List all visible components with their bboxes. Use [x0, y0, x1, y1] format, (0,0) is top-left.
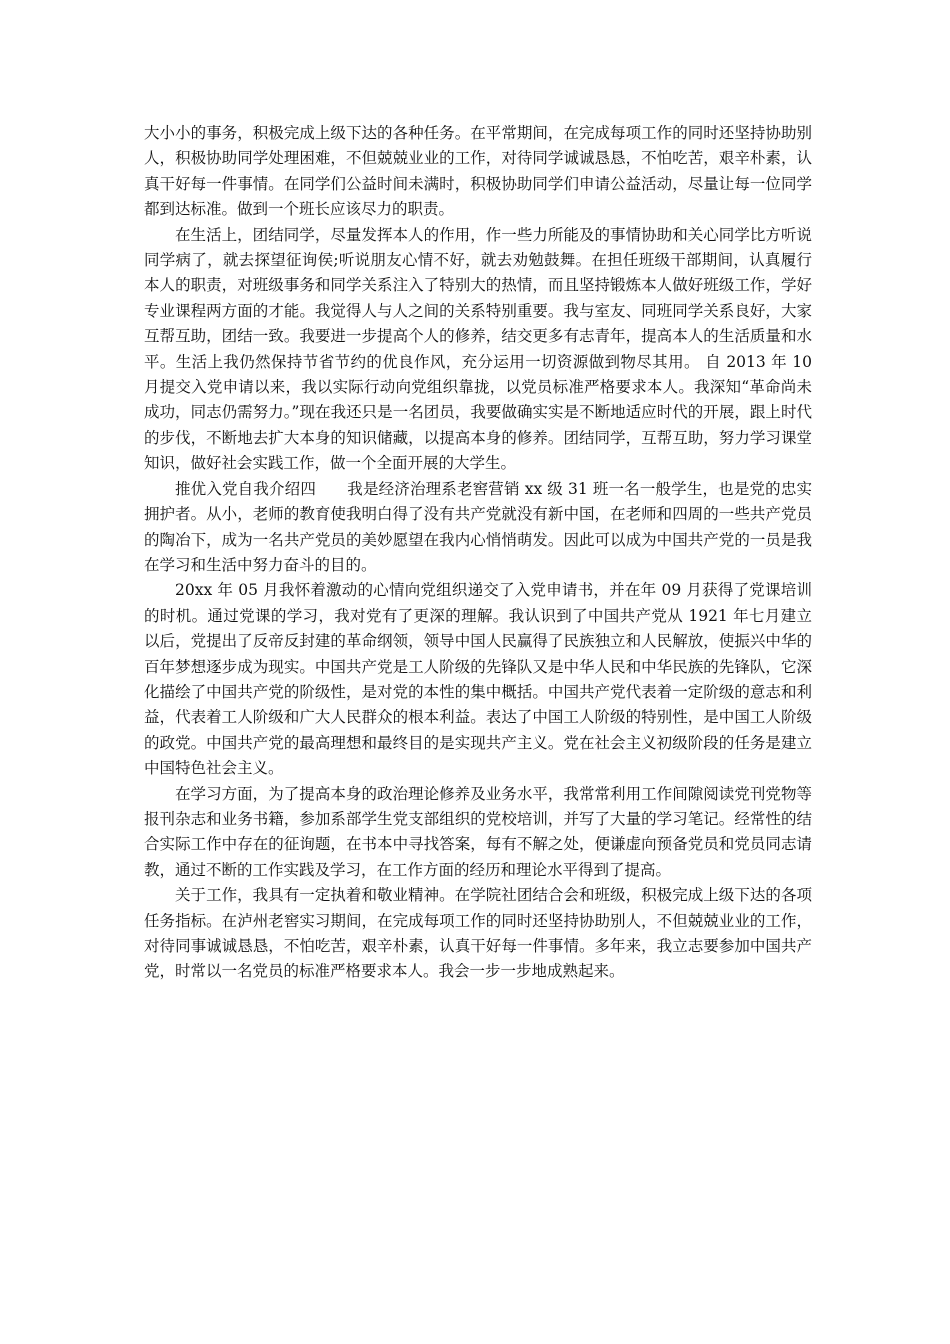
- paragraph-1: 大小小的事务，积极完成上级下达的各种任务。在平常期间，在完成每项工作的同时还坚持协助别人，积极协助同学处理困难，不但兢兢业业的工作，对待同学诚诚恳恳，不怕吃苦，艰辛朴素，认真干好每一件事情。在同学们公益时间未满时，积极协助同学们申请公益活动，尽量让每一位同学都到达标准。做到一个班长应该尽力的职责。: [144, 124, 812, 219]
- document-body: [144, 121, 812, 985]
- paragraph-6: 关于工作，我具有一定执着和敬业精神。在学院社团结合会和班级，积极完成上级下达的各项任务指标。在泸州老窖实习期间，在完成每项工作的同时还坚持协助别人，不但兢兢业业的工作，对待同事诚诚恳恳，不怕吃苦，艰辛朴素，认真干好每一件事情。多年来，我立志要参加中国共产党，时常以一名党员的标准严格要求本人。我会一步一步地成熟起来。: [144, 886, 812, 981]
- paragraph-4: 20xx 年 05 月我怀着激动的心情向党组织递交了入党申请书，并在年 09 月获得了党课培训的时机。通过党课的学习，我对党有了更深的理解。我认识到了中国共产党从 1921 年七月建立以后，党提出了反帝反封建的革命纲领，领导中国人民赢得了民族独立和人民解放，使振兴中华的百年梦想逐步成为现实。中国共产党是工人阶级的先锋队又是中华人民和中华民族的先锋队，它深化描绘了中国共产党的阶级性，是对党的本性的集中概括。中国共产党代表着一定阶级的意志和利益，代表着工人阶级和广大人民群众的根本利益。表达了中国工人阶级的特别性，是中国工人阶级的政党。中国共产党的最高理想和最终目的是实现共产主义。党在社会主义初级阶段的任务是建立中国特色社会主义。: [144, 581, 812, 778]
- paragraph-2: 在生活上，团结同学，尽量发挥本人的作用，作一些力所能及的事情协助和关心同学比方听说同学病了，就去探望征询侯;听说朋友心情不好，就去劝勉鼓舞。在担任班级干部期间，认真履行本人的职责，对班级事务和同学关系注入了特别大的热情，而且坚持锻炼本人做好班级工作，学好专业课程两方面的才能。我觉得人与人之间的关系特别重要。我与室友、同班同学关系良好，大家互帮互助，团结一致。我要进一步提高个人的修养，结交更多有志青年，提高本人的生活质量和水平。生活上我仍然保持节省节约的优良作风，充分运用一切资源做到物尽其用。 自 2013 年 10 月提交入党申请以来，我以实际行动向党组织靠拢，以党员标准严格要求本人。我深知“革命尚未成功，同志仍需努力。”现在我还只是一名团员，我要做确实实是不断地适应时代的开展，跟上时代的步伐，不断地去扩大本身的知识储藏，以提高本身的修养。团结同学，互帮互助，努力学习课堂知识，做好社会实践工作，做一个全面开展的大学生。: [144, 225, 812, 473]
- paragraph-3: 推优入党自我介绍四 我是经济治理系老窖营销 xx 级 31 班一名一般学生，也是党的忠实拥护者。从小，老师的教育使我明白得了没有共产党就没有新中国，在老师和四周的一些共产党员的陶冶下，成为一名共产党员的美妙愿望在我内心悄悄萌发。因此可以成为中国共产党的一员是我在学习和生活中努力奋斗的目的。: [144, 479, 812, 574]
- paragraph-5: 在学习方面，为了提高本身的政治理论修养及业务水平，我常常利用工作间隙阅读党刊党物等报刊杂志和业务书籍，参加系部学生党支部组织的党校培训，并写了大量的学习笔记。经常性的结合实际工作中存在的征询题，在书本中寻找答案，每有不解之处，便谦虚向预备党员和党员同志请教，通过不断的工作实践及学习，在工作方面的经历和理论水平得到了提高。: [144, 784, 812, 879]
